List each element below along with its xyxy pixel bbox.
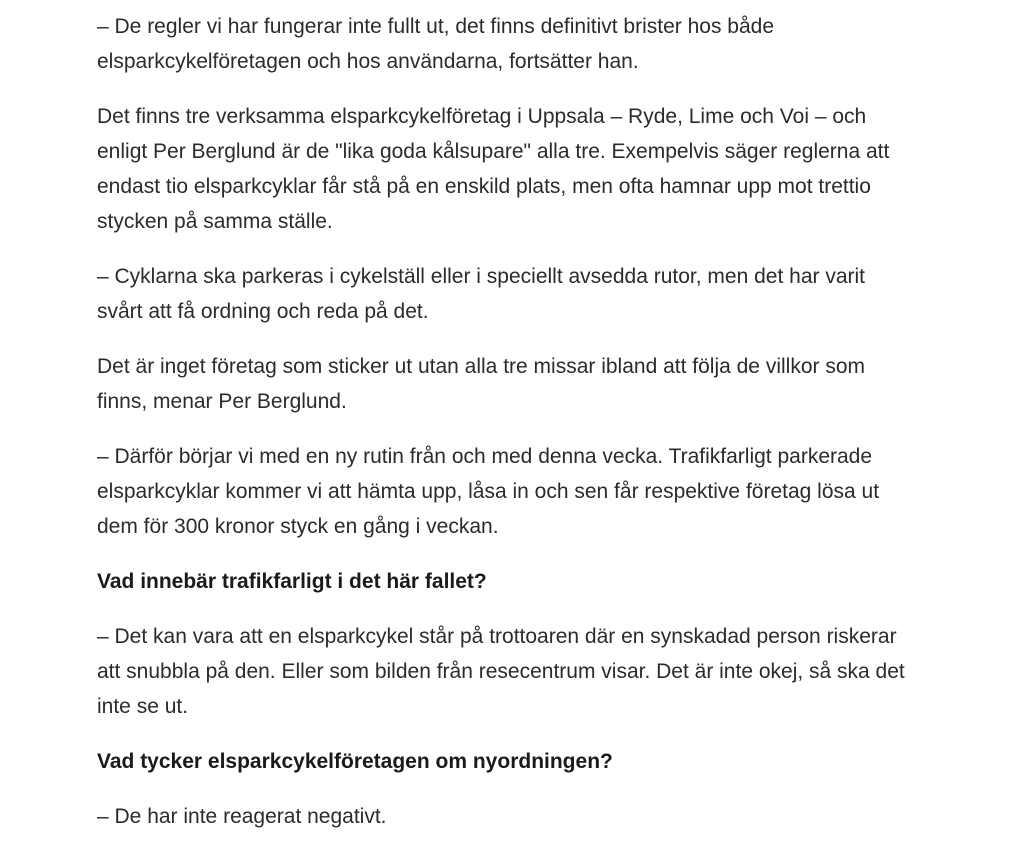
article-paragraph: Det finns tre verksamma elsparkcykelföretag i Uppsala – Ryde, Lime och Voi – och enligt Per Berglund är de "lika goda kålsupare" alla tre. Exempelvis säger reglerna att endast tio elsparkcyklar får stå på en enskild plats, men ofta hamnar upp mot trettio stycken på samma ställe. (97, 105, 890, 233)
article-paragraph: – Det kan vara att en elsparkcykel står på trottoaren där en synskadad person riskerar att snubbla på den. Eller som bilden från resecentrum visar. Det är inte okej, så ska det inte se ut. (97, 625, 905, 718)
interview-question: Vad tycker elsparkcykelföretagen om nyordningen? (97, 750, 613, 773)
article-paragraph: – Cyklarna ska parkeras i cykelställ eller i speciellt avsedda rutor, men det har varit svårt att få ordning och reda på det. (97, 265, 865, 323)
article-body (97, 9, 912, 854)
article-paragraph: – Därför börjar vi med en ny rutin från och med denna vecka. Trafikfarligt parkerade elsparkcyklar kommer vi att hämta upp, låsa in och sen får respektive företag lösa ut dem för 300 kronor styck en gång i veckan. (97, 445, 880, 538)
article-paragraph: Det är inget företag som sticker ut utan alla tre missar ibland att följa de villkor som finns, menar Per Berglund. (97, 355, 865, 413)
article-paragraph: – De har inte reagerat negativt. (97, 805, 387, 828)
article-paragraph: – De regler vi har fungerar inte fullt ut, det finns definitivt brister hos både elsparkcykelföretagen och hos användarna, fortsätter han. (97, 15, 775, 73)
interview-question: Vad innebär trafikfarligt i det här fallet? (97, 570, 487, 593)
